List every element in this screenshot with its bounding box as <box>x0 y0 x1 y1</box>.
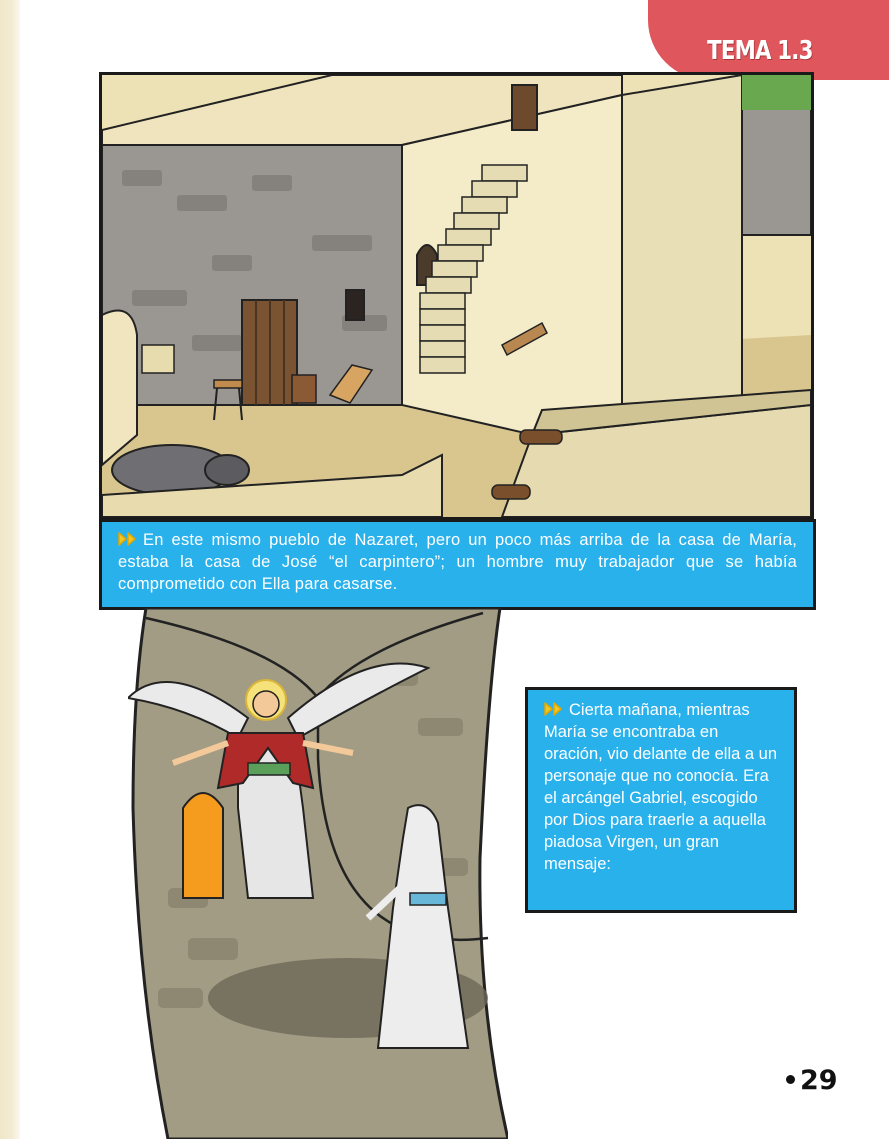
annunciation-illustration <box>128 608 508 1139</box>
double-chevron-icon <box>118 532 139 546</box>
page-number-text: 29 <box>800 1065 838 1096</box>
annunciation-scene <box>128 608 508 1139</box>
page-number <box>786 1065 838 1096</box>
caption-annunciation <box>525 687 797 913</box>
double-chevron-icon <box>544 702 565 716</box>
caption-village-text: En este mismo pueblo de Nazaret, pero un poco más arriba de la casa de María, estaba la casa de José “el carpintero”; un hombre muy trabajador que se había comprometido con Ella para casarse. <box>118 531 797 593</box>
tema-label: TEMA 1.3 <box>707 36 813 66</box>
caption-annunciation-text: Cierta mañana, mientras María se encontraba en oración, vio delante de ella a un personaje que no conocía. Era el arcángel Gabriel, escogido por Dios para traerle a aquella piadosa Virgen, un gran mensaje: <box>544 701 777 873</box>
caption-village <box>99 519 816 610</box>
tema-tab <box>648 0 889 80</box>
left-decorative-strip <box>0 0 20 1139</box>
village-illustration <box>99 72 814 520</box>
village-scene <box>102 75 811 517</box>
bullet-icon <box>786 1075 795 1084</box>
